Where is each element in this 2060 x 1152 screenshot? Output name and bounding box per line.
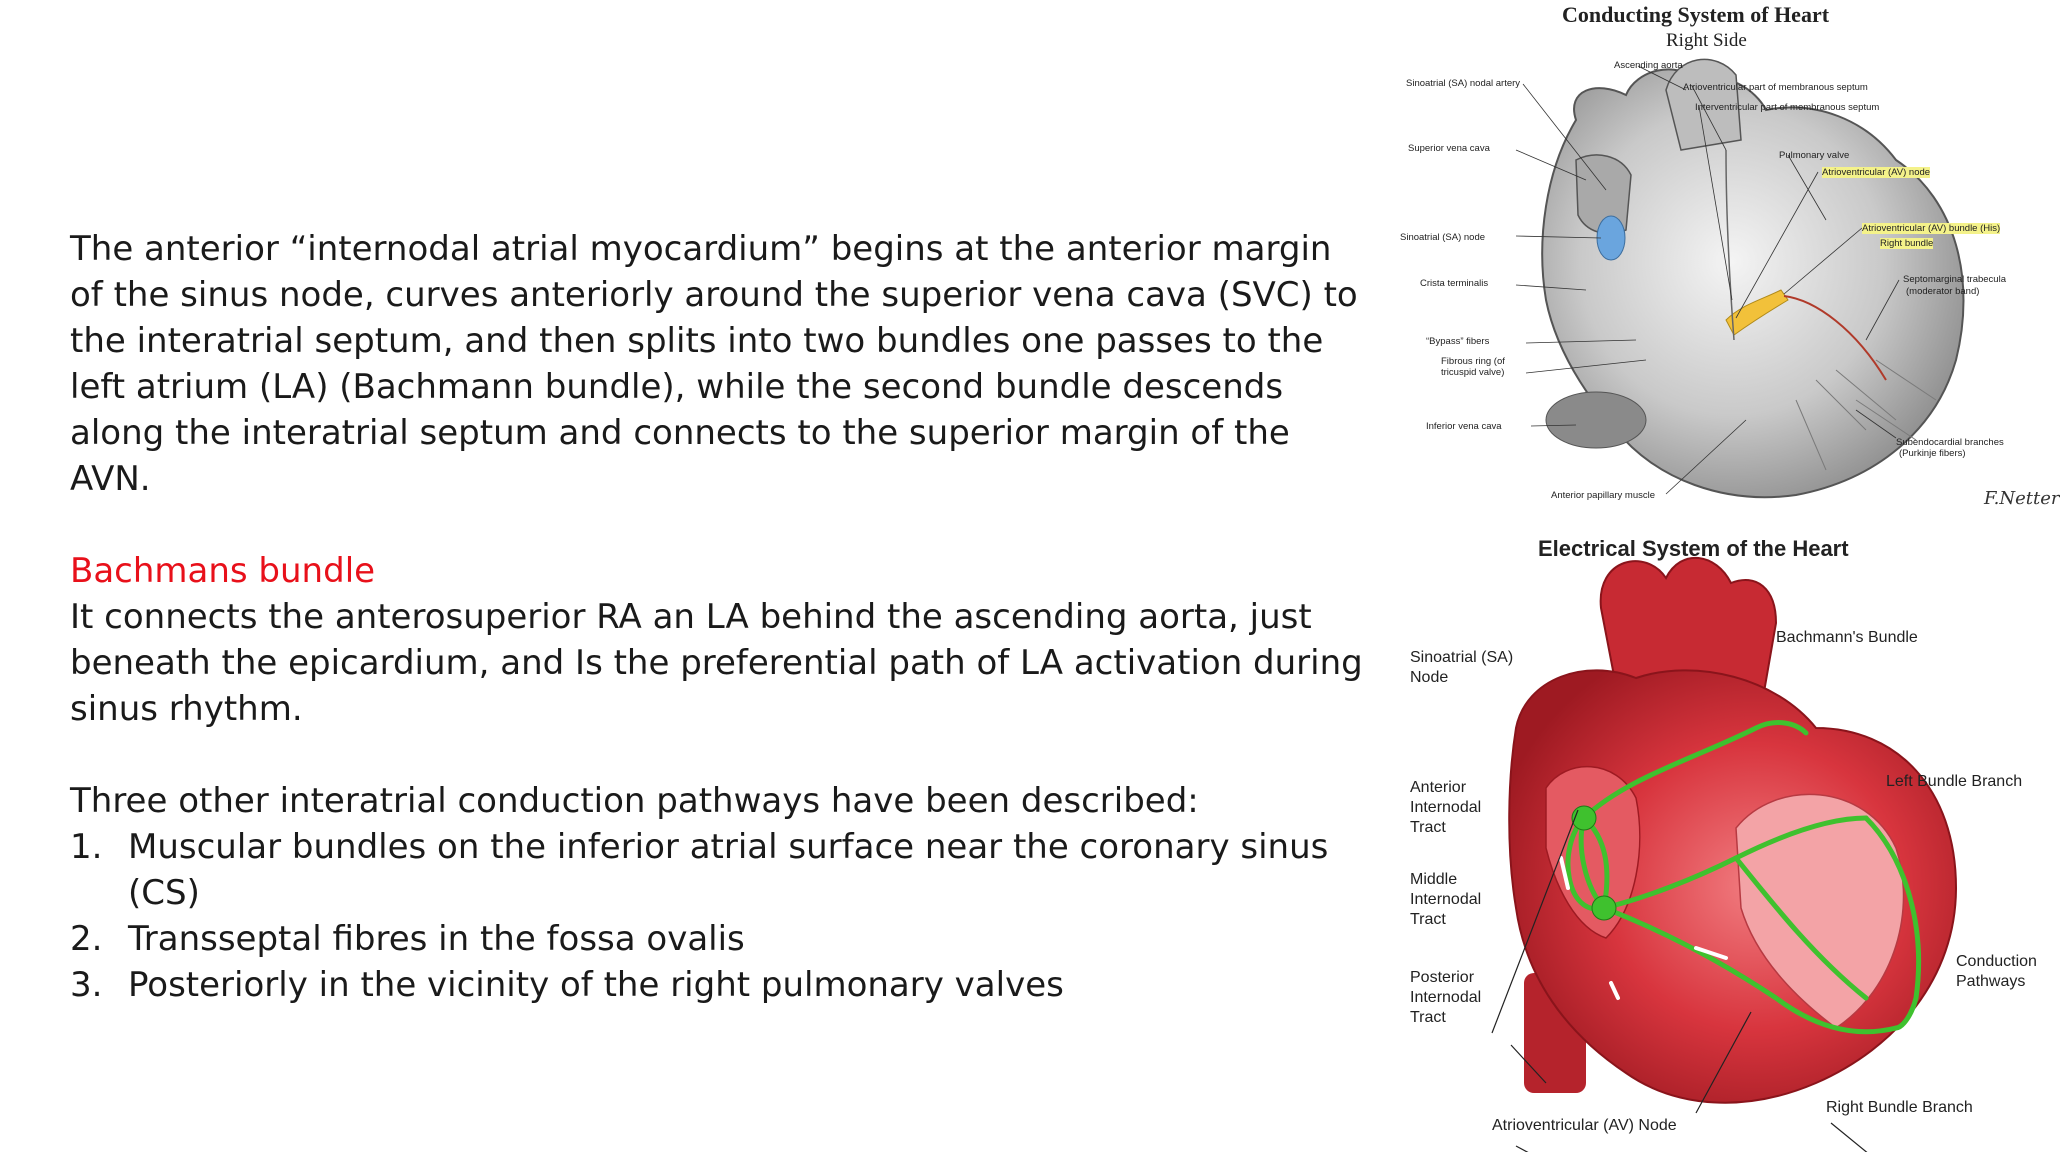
sa-node-blob	[1597, 216, 1625, 260]
list-number: 2.	[70, 919, 103, 959]
label-crista-terminalis: Crista terminalis	[1420, 278, 1489, 289]
label-sa-node: Sinoatrial (SA) node	[1400, 232, 1486, 243]
label-fibrous-ring-1: Fibrous ring (of	[1441, 356, 1505, 367]
label-sa-node	[1410, 648, 1513, 688]
spacer	[70, 732, 1370, 778]
label-line: Middle	[1410, 871, 1458, 888]
label-posterior-tract	[1410, 968, 1481, 1028]
figure-title: Electrical System of the Heart	[1538, 536, 1849, 561]
label-av-node: Atrioventricular (AV) node	[1822, 167, 1931, 178]
label-av-bundle: Atrioventricular (AV) bundle (His)	[1862, 223, 2001, 234]
bachman-body: It connects the anterosuperior RA an LA behind the ascending aorta, just beneath the epicardium, and Is the preferential path of LA activation during sinus rhythm.	[70, 597, 1363, 729]
list-text: Transseptal fibres in the fossa ovalis	[128, 919, 745, 959]
label-fibrous-ring-2: tricuspid valve)	[1441, 367, 1505, 378]
artist-signature: F.Netter	[1984, 488, 2060, 509]
label-septomarginal-1: Septomarginal trabecula	[1903, 274, 2006, 285]
figure-title: Conducting System of Heart	[1562, 2, 1830, 27]
label-line: Tract	[1410, 819, 1446, 836]
label-line: Posterior	[1410, 969, 1475, 986]
label-ascending-aorta: Ascending aorta	[1614, 60, 1683, 71]
label-line: Conduction	[1956, 953, 2037, 970]
figure-subtitle: Right Side	[1666, 30, 1747, 51]
label-line: Pathways	[1956, 973, 2026, 990]
label-line: Anterior	[1410, 779, 1467, 796]
bachman-title: Bachmans bundle	[70, 551, 376, 591]
label-bypass-fibers: “Bypass” fibers	[1426, 336, 1490, 347]
label-papillary-muscle: Anterior papillary muscle	[1551, 490, 1656, 501]
label-subendocardial-1: Subendocardial branches	[1896, 437, 2004, 448]
ivc-opening	[1546, 392, 1646, 448]
label-middle-tract	[1410, 870, 1481, 930]
pathways-intro: Three other interatrial conduction pathways have been described:	[70, 781, 1199, 821]
list-text: Muscular bundles on the inferior atrial surface near the coronary sinus (CS)	[128, 827, 1329, 913]
label-pulmonary-valve: Pulmonary valve	[1779, 150, 1850, 161]
label-line: Internodal	[1410, 891, 1482, 908]
intro-paragraph: The anterior “internodal atrial myocardium” begins at the anterior margin of the sinus node, curves anteriorly around the superior vena cava (SVC) to the interatrial septum, and then splits into two bundles one passes to the left atrium (LA) (Bachmann bundle), while the second bundle descends along the interatrial septum and connects to the superior margin of the AVN.	[70, 229, 1358, 499]
sa-node-dot	[1572, 806, 1596, 830]
list-number: 3.	[70, 965, 103, 1005]
list-number: 1.	[70, 827, 103, 867]
label-left-bundle: Left Bundle Branch	[1886, 773, 2023, 790]
label-ivc: Inferior vena cava	[1426, 421, 1502, 432]
av-node-dot	[1592, 896, 1616, 920]
pathways-list	[70, 824, 1370, 1008]
label-svc: Superior vena cava	[1408, 143, 1490, 154]
label-bachmann: Bachmann's Bundle	[1776, 629, 1918, 646]
list-item	[70, 916, 1370, 962]
heart-illustration-bottom	[1396, 528, 2036, 1152]
electrical-system-figure	[1396, 528, 2036, 1152]
label-line: Internodal	[1410, 799, 1482, 816]
label-line: Sinoatrial (SA)	[1410, 649, 1514, 666]
list-text: Posteriorly in the vicinity of the right pulmonary valves	[128, 965, 1064, 1005]
conducting-system-figure	[1396, 0, 2060, 510]
label-line: Tract	[1410, 1009, 1446, 1026]
label-av-membranous: Atrioventricular part of membranous septum	[1683, 82, 1868, 93]
label-line: Internodal	[1410, 989, 1482, 1006]
label-conduction-pathways	[1956, 952, 2037, 992]
text-block	[70, 226, 1370, 1008]
label-iv-membranous: Interventricular part of membranous septum	[1695, 102, 1880, 113]
label-line: Tract	[1410, 911, 1446, 928]
label-right-bundle: Right bundle	[1880, 238, 1934, 249]
list-item	[70, 824, 1370, 916]
label-sa-nodal-artery: Sinoatrial (SA) nodal artery	[1406, 78, 1521, 89]
label-line: Node	[1410, 669, 1449, 686]
label-anterior-tract	[1410, 778, 1481, 838]
label-av-node: Atrioventricular (AV) Node	[1492, 1117, 1677, 1134]
list-item	[70, 962, 1370, 1008]
label-subendocardial-2: (Purkinje fibers)	[1899, 448, 1966, 459]
label-right-bundle: Right Bundle Branch	[1826, 1099, 1973, 1116]
label-septomarginal-2: (moderator band)	[1906, 286, 1980, 297]
heart-illustration-top	[1396, 0, 2036, 510]
